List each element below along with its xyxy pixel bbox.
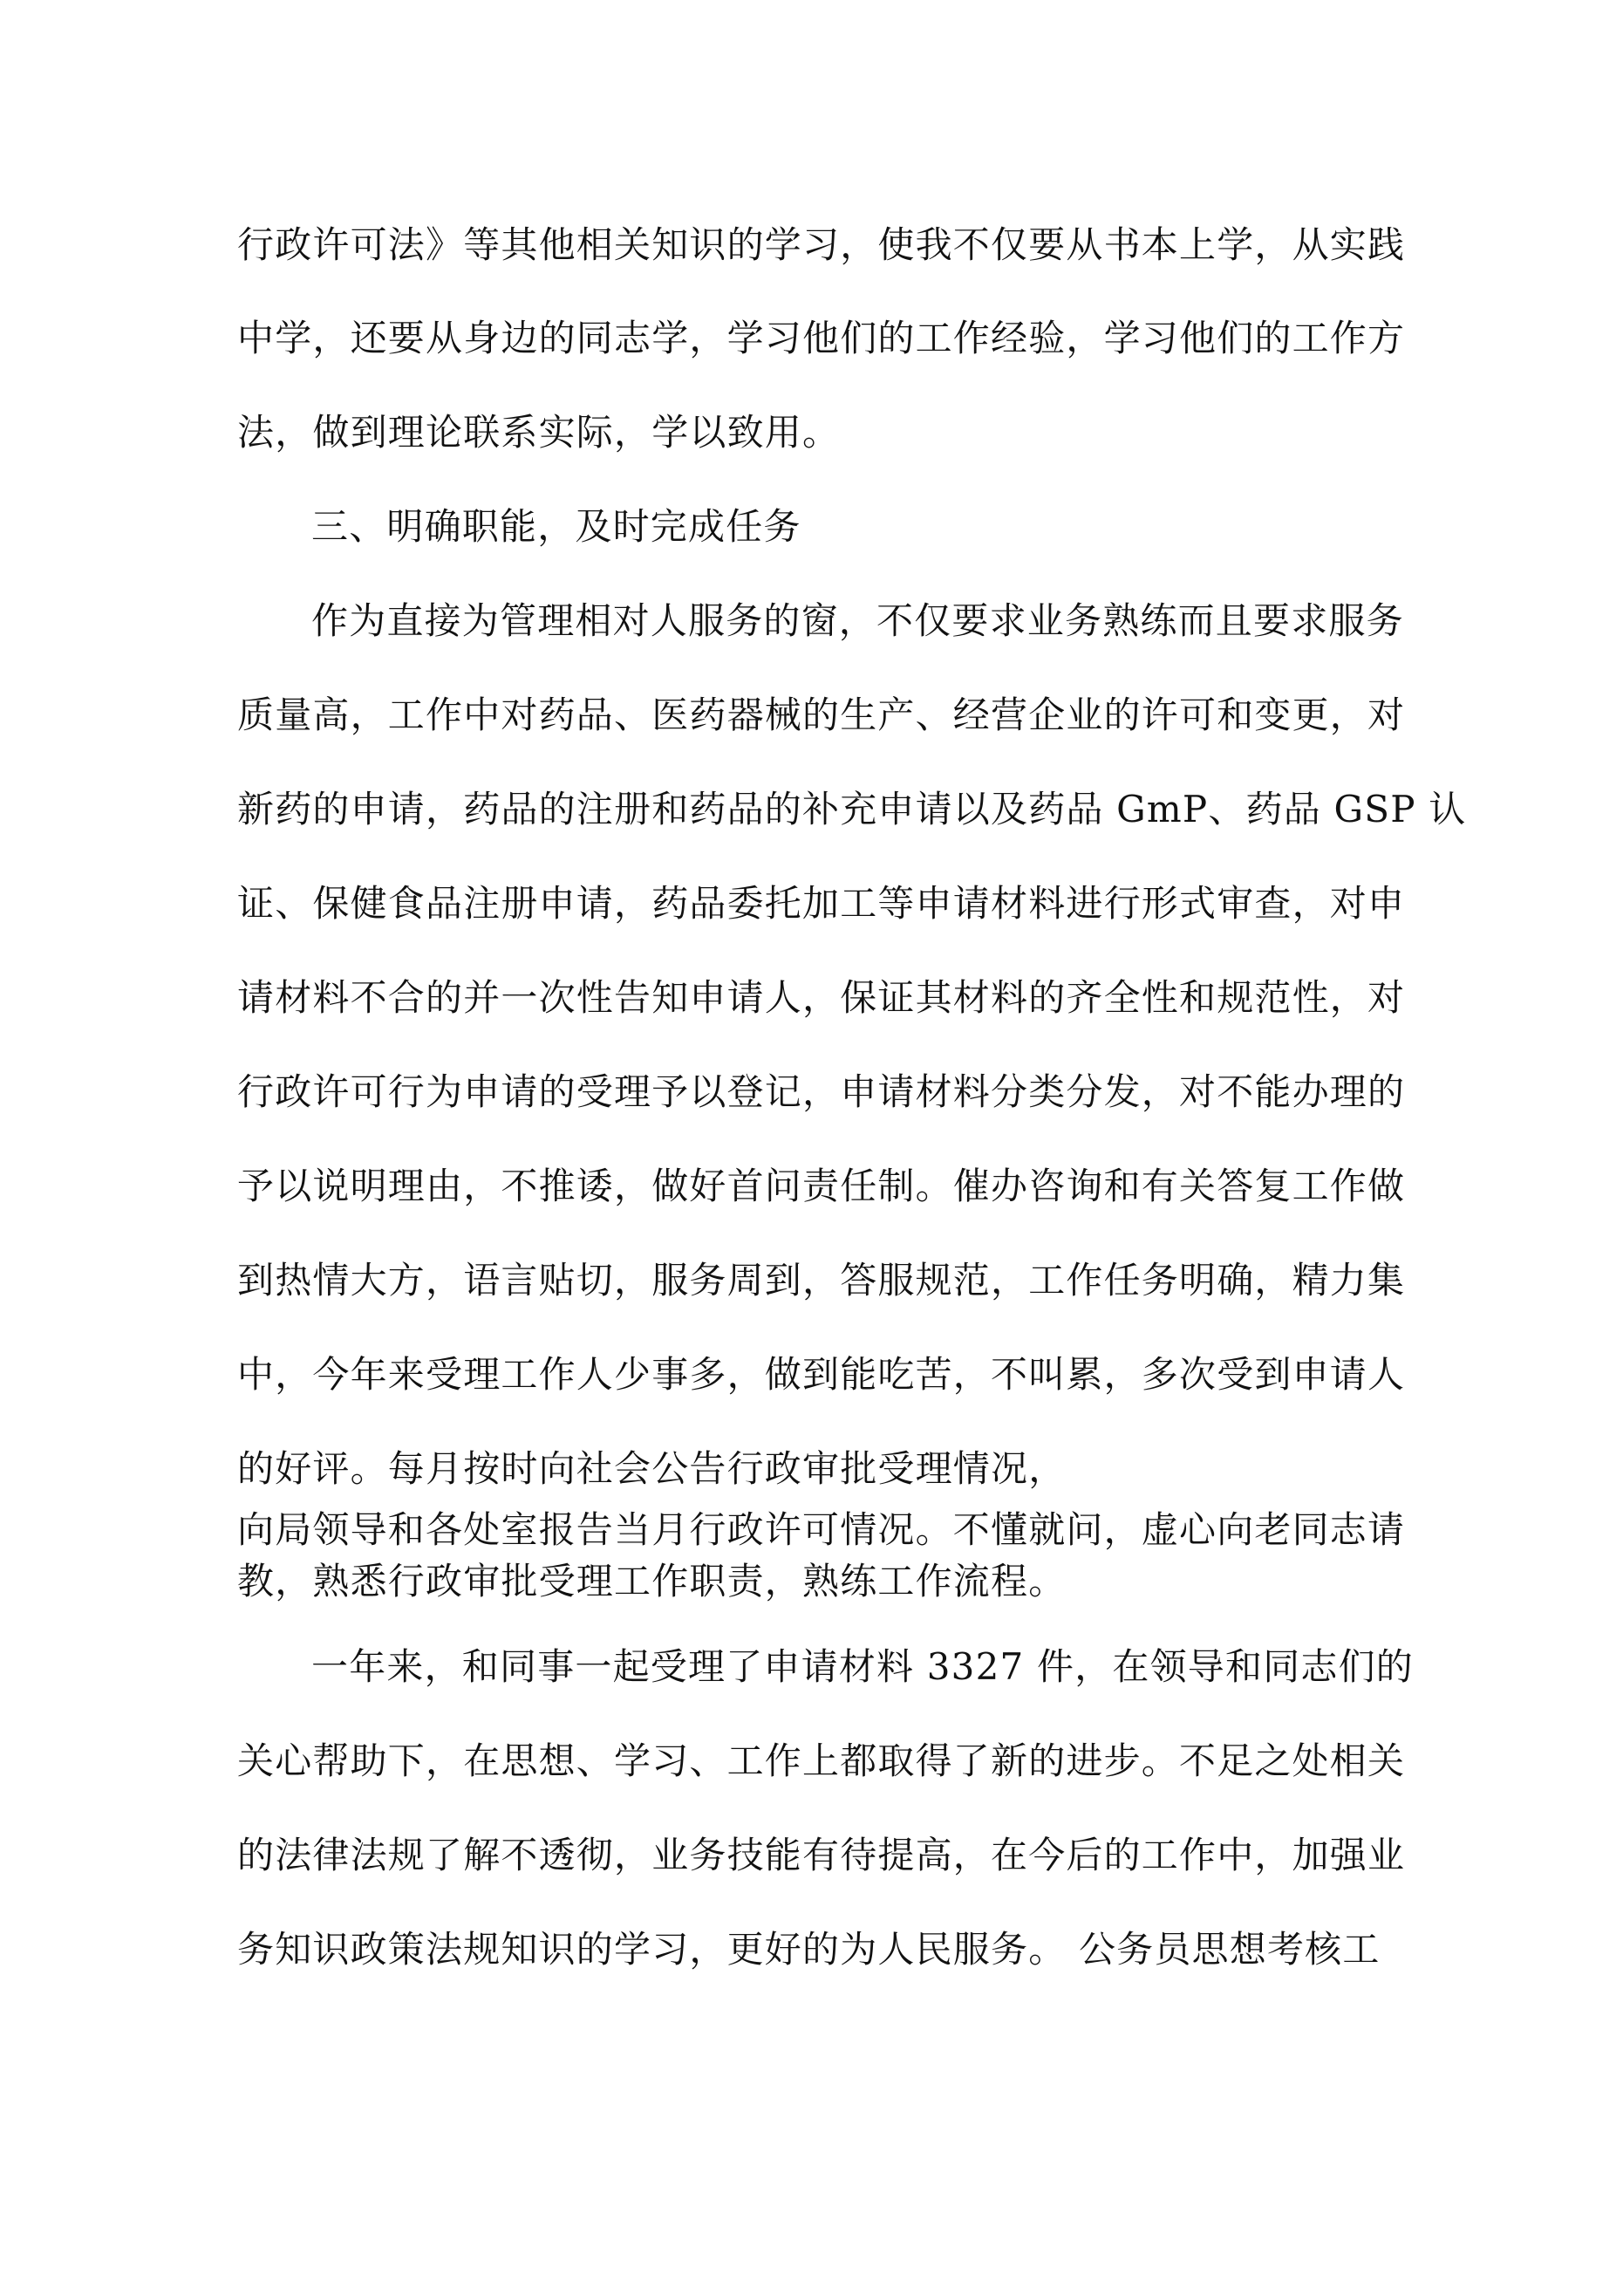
text-line: 的好评。每月按时向社会公告行政审批受理情况， <box>237 1447 1067 1490</box>
text-line: 证、保健食品注册申请，药品委托加工等申请材料进行形式审查，对申 <box>237 882 1406 925</box>
text-line: 的法律法规了解不透彻，业务技能有待提高，在今后的工作中，加强业 <box>237 1834 1406 1876</box>
text-line: 予以说明理由，不推诿，做好首问责任制。催办咨询和有关答复工作做 <box>237 1165 1406 1207</box>
section-heading: 三、明确职能，及时完成任务 <box>311 505 801 548</box>
text-line: 作为直接为管理相对人服务的窗，不仅要求业务熟练而且要求服务 <box>311 599 1404 642</box>
text-line: 行政许可法》等其他相关知识的学习，使我不仅要从书本上学，从实践 <box>237 223 1406 266</box>
text-line: 行政许可行为申请的受理予以登记，申请材料分类分发，对不能办理的 <box>237 1070 1406 1113</box>
text-line: 中学，还要从身边的同志学，学习他们的工作经验，学习他们的工作方 <box>237 317 1406 359</box>
text-line: 向局领导和各处室报告当月行政许可情况。不懂就问，虚心向老同志请 <box>237 1508 1406 1551</box>
text-line: 质量高，工作中对药品、医药器械的生产、经营企业的许可和变更，对 <box>237 694 1406 736</box>
text-line: 中，今年来受理工作人少事多，做到能吃苦，不叫累，多次受到申请人 <box>237 1353 1406 1396</box>
text-line: 教，熟悉行政审批受理工作职责，熟练工作流程。 <box>237 1560 1067 1602</box>
text-line: 务知识政策法规知识的学习，更好的为人民服务。 公务员思想考核工 <box>237 1928 1381 1971</box>
text-line: 关心帮助下，在思想、学习、工作上都取得了新的进步。不足之处相关 <box>237 1739 1406 1782</box>
text-line: 到热情大方，语言贴切，服务周到，答服规范，工作任务明确，精力集 <box>237 1259 1406 1302</box>
text-line: 请材料不合的并一次性告知申请人，保证其材料的齐全性和规范性，对 <box>237 976 1406 1019</box>
text-line: 法，做到理论联系实际，学以致用。 <box>237 411 841 454</box>
text-line: 一年来，和同事一起受理了申请材料 3327 件，在领导和同志们的 <box>311 1645 1414 1688</box>
text-line: 新药的申请，药品的注册和药品的补充申请以及药品 GmP、药品 GSP 认 <box>237 788 1467 830</box>
